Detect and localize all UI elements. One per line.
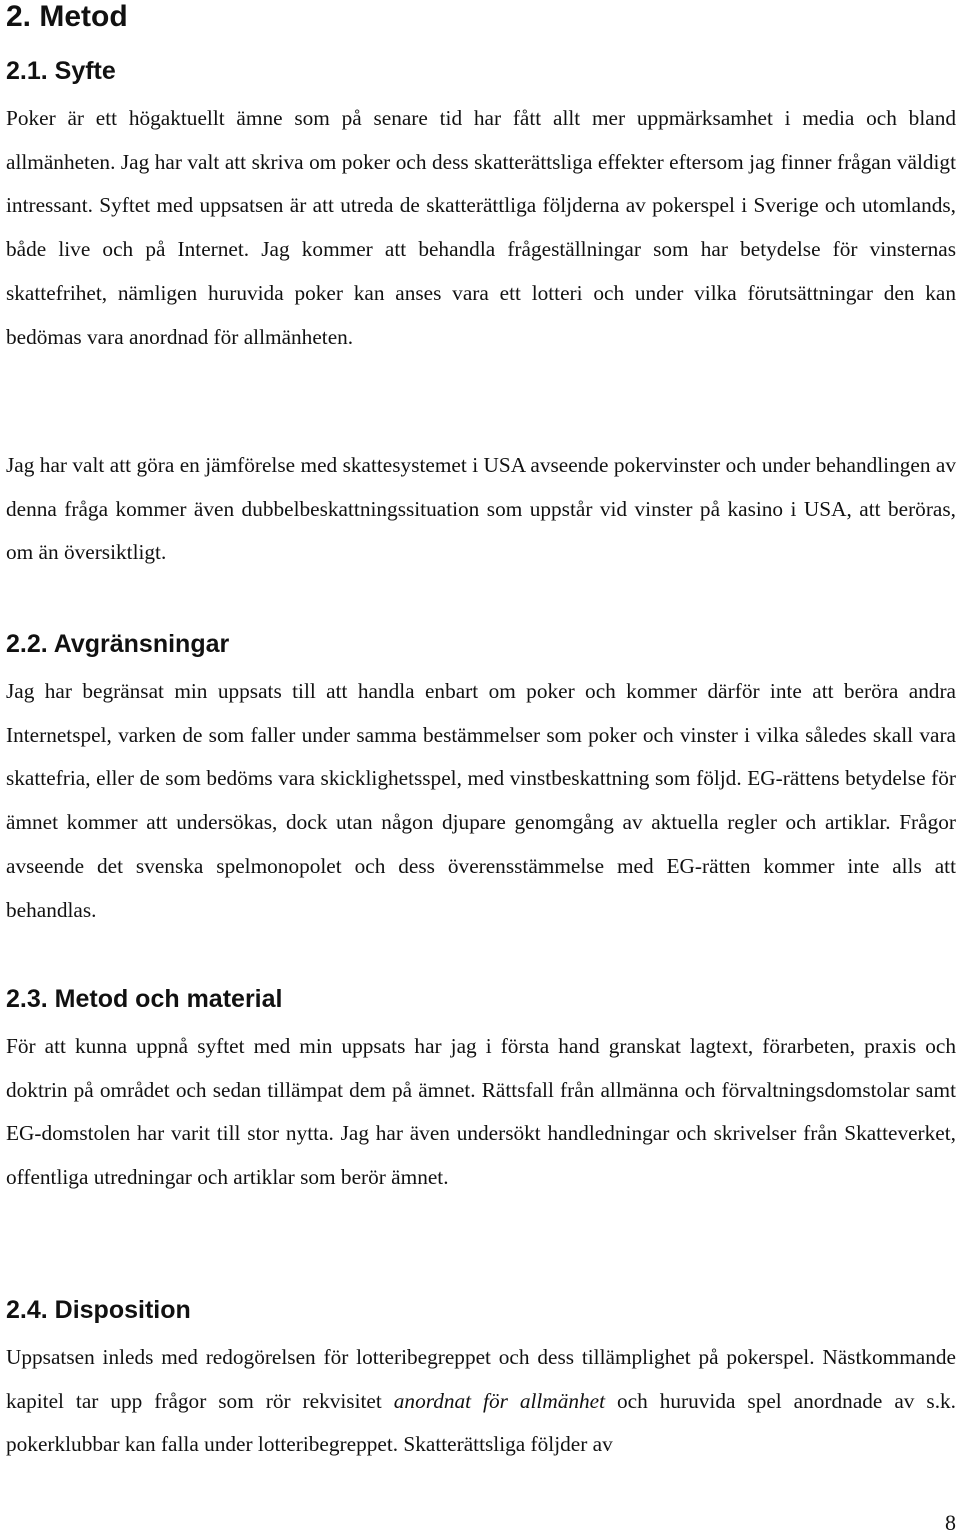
page-number: 8 [945, 1510, 956, 1535]
disposition-text-before: Uppsatsen inleds med redogörelsen för lotteribegreppet och dess tillämplighet på pokerspel. Nästkommande kapitel tar upp frågor som rör rekvisitet [6, 1345, 956, 1413]
disposition-text-after: och huruvida spel anordnade av s.k. pokerklubbar kan falla under lotteribegreppet. Skatterättsliga följder av [6, 1388, 956, 1457]
section-heading-metod: 2.3. Metod och material [6, 985, 283, 1013]
paragraph-syfte-2: Jag har valt att göra en jämförelse med skattesystemet i USA avseende pokervinster och under behandlingen av denna fråga kommer även dubbelbeskattningssituation som uppstår vid vinster på kasino i USA, att beröras, om än översiktligt. [6, 453, 956, 565]
section-heading-disposition: 2.4. Disposition [6, 1296, 191, 1324]
section-heading-syfte: 2.1. Syfte [6, 57, 116, 85]
disposition-emphasis: anordnat för allmänhet [393, 1388, 606, 1413]
chapter-title: 2. Metod [6, 0, 128, 33]
paragraph-syfte-1: Poker är ett högaktuellt ämne som på senare tid har fått allt mer uppmärksamhet i media och bland allmänheten. Jag har valt att skriva om poker och dess skatterättsliga effekter eftersom jag finner frågan väldigt intressant. Syftet med uppsatsen är att utreda de skatterättliga följderna av pokerspel i Sverige och utomlands, både live och på Internet. Jag kommer att behandla frågeställningar som har betydelse för vinsternas skattefrihet, nämligen huruvida poker kan anses vara ett lotteri och under vilka förutsättningar den kan bedömas vara anordnad för allmänheten. [6, 106, 956, 349]
paragraph-metod: För att kunna uppnå syftet med min uppsats har jag i första hand granskat lagtext, förarbeten, praxis och doktrin på området och sedan tillämpat dem på ämnet. Rättsfall från allmänna och förvaltningsdomstolar samt EG-domstolen har varit till stor nytta. Jag har även undersökt handledningar och skrivelser från Skatteverket, offentliga utredningar och artiklar som berör ämnet. [6, 1034, 956, 1190]
paragraph-disposition [6, 1336, 956, 1467]
section-heading-avgransningar: 2.2. Avgränsningar [6, 630, 230, 658]
paragraph-avgransningar: Jag har begränsat min uppsats till att handla enbart om poker och kommer därför inte att beröra andra Internetspel, varken de som faller under samma bestämmelser som poker och vinster i vilka således skall vara skattefria, eller de som bedöms vara skicklighetsspel, med vinstbeskattning som följd. EG-rättens betydelse för ämnet kommer att undersökas, dock utan någon djupare genomgång av aktuella regler och artiklar. Frågor avseende det svenska spelmonopolet och dess överensstämmelse med EG-rätten kommer inte alls att behandlas. [6, 679, 956, 922]
